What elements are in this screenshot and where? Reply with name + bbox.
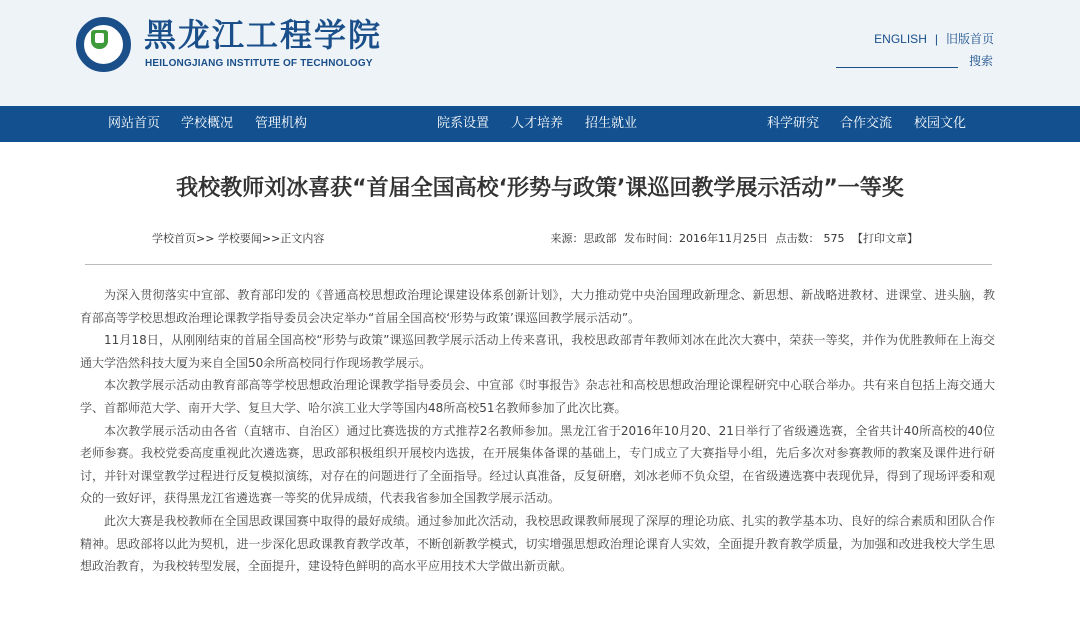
nav-item-home[interactable]: 网站首页 bbox=[108, 116, 161, 131]
nav-item-cooperation[interactable]: 合作交流 bbox=[840, 116, 893, 131]
nav-item-talent[interactable]: 人才培养 bbox=[511, 116, 564, 131]
logo-chinese-name[interactable]: 黑龙江工程学院 bbox=[144, 16, 383, 54]
nav-item-admission[interactable]: 招生就业 bbox=[585, 116, 638, 131]
article-title: 我校教师刘冰喜获“首届全国高校‘形势与政策’课巡回教学展示活动”一等奖 bbox=[176, 176, 904, 201]
click-count-label: 点击数： bbox=[775, 232, 820, 245]
paragraph: 为深入贯彻落实中宣部、教育部印发的《普通高校思想政治理论课建设体系创新计划》，大力推动党中央治国理政新理念、新思想、新战略进教材、进课堂、进头脑，教育部高等学校思想政治理论课教学指导委员会决定举办“首届全国高校‘形势与政策’课巡回教学展示活动”。 bbox=[80, 288, 995, 325]
nav-item-research[interactable]: 科学研究 bbox=[767, 116, 820, 131]
nav-item-culture[interactable]: 校园文化 bbox=[914, 116, 967, 131]
article-body bbox=[80, 284, 995, 578]
title-divider bbox=[85, 264, 992, 265]
nav-item-departments[interactable]: 院系设置 bbox=[437, 116, 490, 131]
old-site-link[interactable]: 旧版首页 bbox=[945, 32, 994, 46]
publish-time: 发布时间：2016年11月25日 bbox=[624, 232, 768, 245]
paragraph: 本次教学展示活动由各省（直辖市、自治区）通过比赛选拔的方式推荐2名教师参加。黑龙江省于2016年10月20、21日举行了省级遴选赛，全省共计40所高校的40位老师参赛。我校党委高度重视此次遴选赛，思政部积极组织开展校内选拔，在开展集体备课的基础上，专门成立了大赛指导小组，先后多次对参赛教师的教案及课件进行研讨，并针对课堂教学过程进行反复模拟演练，对存在的问题进行了全面指导。经过认真准备，反复研磨，刘冰老师不负众望，在省级遴选赛中表现优异，得到了现场评委和观众的一致好评，获得黑龙江省遴选赛一等奖的优异成绩，代表我省参加全国教学展示活动。 bbox=[80, 423, 995, 506]
article-meta bbox=[547, 230, 919, 246]
search-button[interactable]: 搜索 bbox=[969, 54, 994, 68]
top-links-separator: | bbox=[934, 32, 938, 46]
paragraph: 此次大赛是我校教师在全国思政课国赛中取得的最好成绩。通过参加此次活动，我校思政课教师展现了深厚的理论功底、扎实的教学基本功、良好的综合素质和团队合作精神。思政部将以此为契机，进一步深化思政课教育教学改革，不断创新教学模式，切实增强思想政治理论课育人实效，全面提升教育教学质量，为加强和改进我校大学生思想政治教育，为我校转型发展，全面提升，建设特色鲜明的高水平应用技术大学做出新贡献。 bbox=[80, 513, 995, 574]
paragraph: 本次教学展示活动由教育部高等学校思想政治理论课教学指导委员会、中宣部《时事报告》杂志社和高校思想政治理论课程研究中心联合举办。共有来自包括上海交通大学、首都师范大学、南开大学、复旦大学、哈尔滨工业大学等国内48所高校51名教师参加了此次比赛。 bbox=[80, 378, 995, 415]
top-links bbox=[874, 30, 994, 47]
main-nav bbox=[0, 106, 1080, 142]
article-source: 来源：思政部 bbox=[550, 232, 617, 245]
breadcrumb[interactable]: 学校首页>> 学校要闻>>正文内容 bbox=[152, 232, 325, 245]
search-input[interactable] bbox=[836, 67, 958, 68]
nav-item-overview[interactable]: 学校概况 bbox=[181, 116, 234, 131]
print-article-link[interactable]: 【打印文章】 bbox=[852, 232, 918, 245]
english-link[interactable]: ENGLISH bbox=[874, 32, 927, 46]
paragraph: 11月18日，从刚刚结束的首届全国高校“形势与政策”课巡回教学展示活动上传来喜讯，我校思政部青年教师刘冰在此次大赛中，荣获一等奖，并作为优胜教师在上海交通大学浩然科技大厦为来自全国50余所高校同行作现场教学展示。 bbox=[80, 333, 995, 370]
logo-english-name[interactable]: HEILONGJIANG INSTITUTE OF TECHNOLOGY bbox=[145, 58, 373, 69]
click-count: 575 bbox=[823, 232, 845, 245]
school-emblem-icon[interactable] bbox=[76, 17, 131, 72]
nav-item-admin[interactable]: 管理机构 bbox=[255, 116, 308, 131]
site-header bbox=[0, 0, 1080, 106]
emblem-core-inner bbox=[95, 33, 104, 43]
